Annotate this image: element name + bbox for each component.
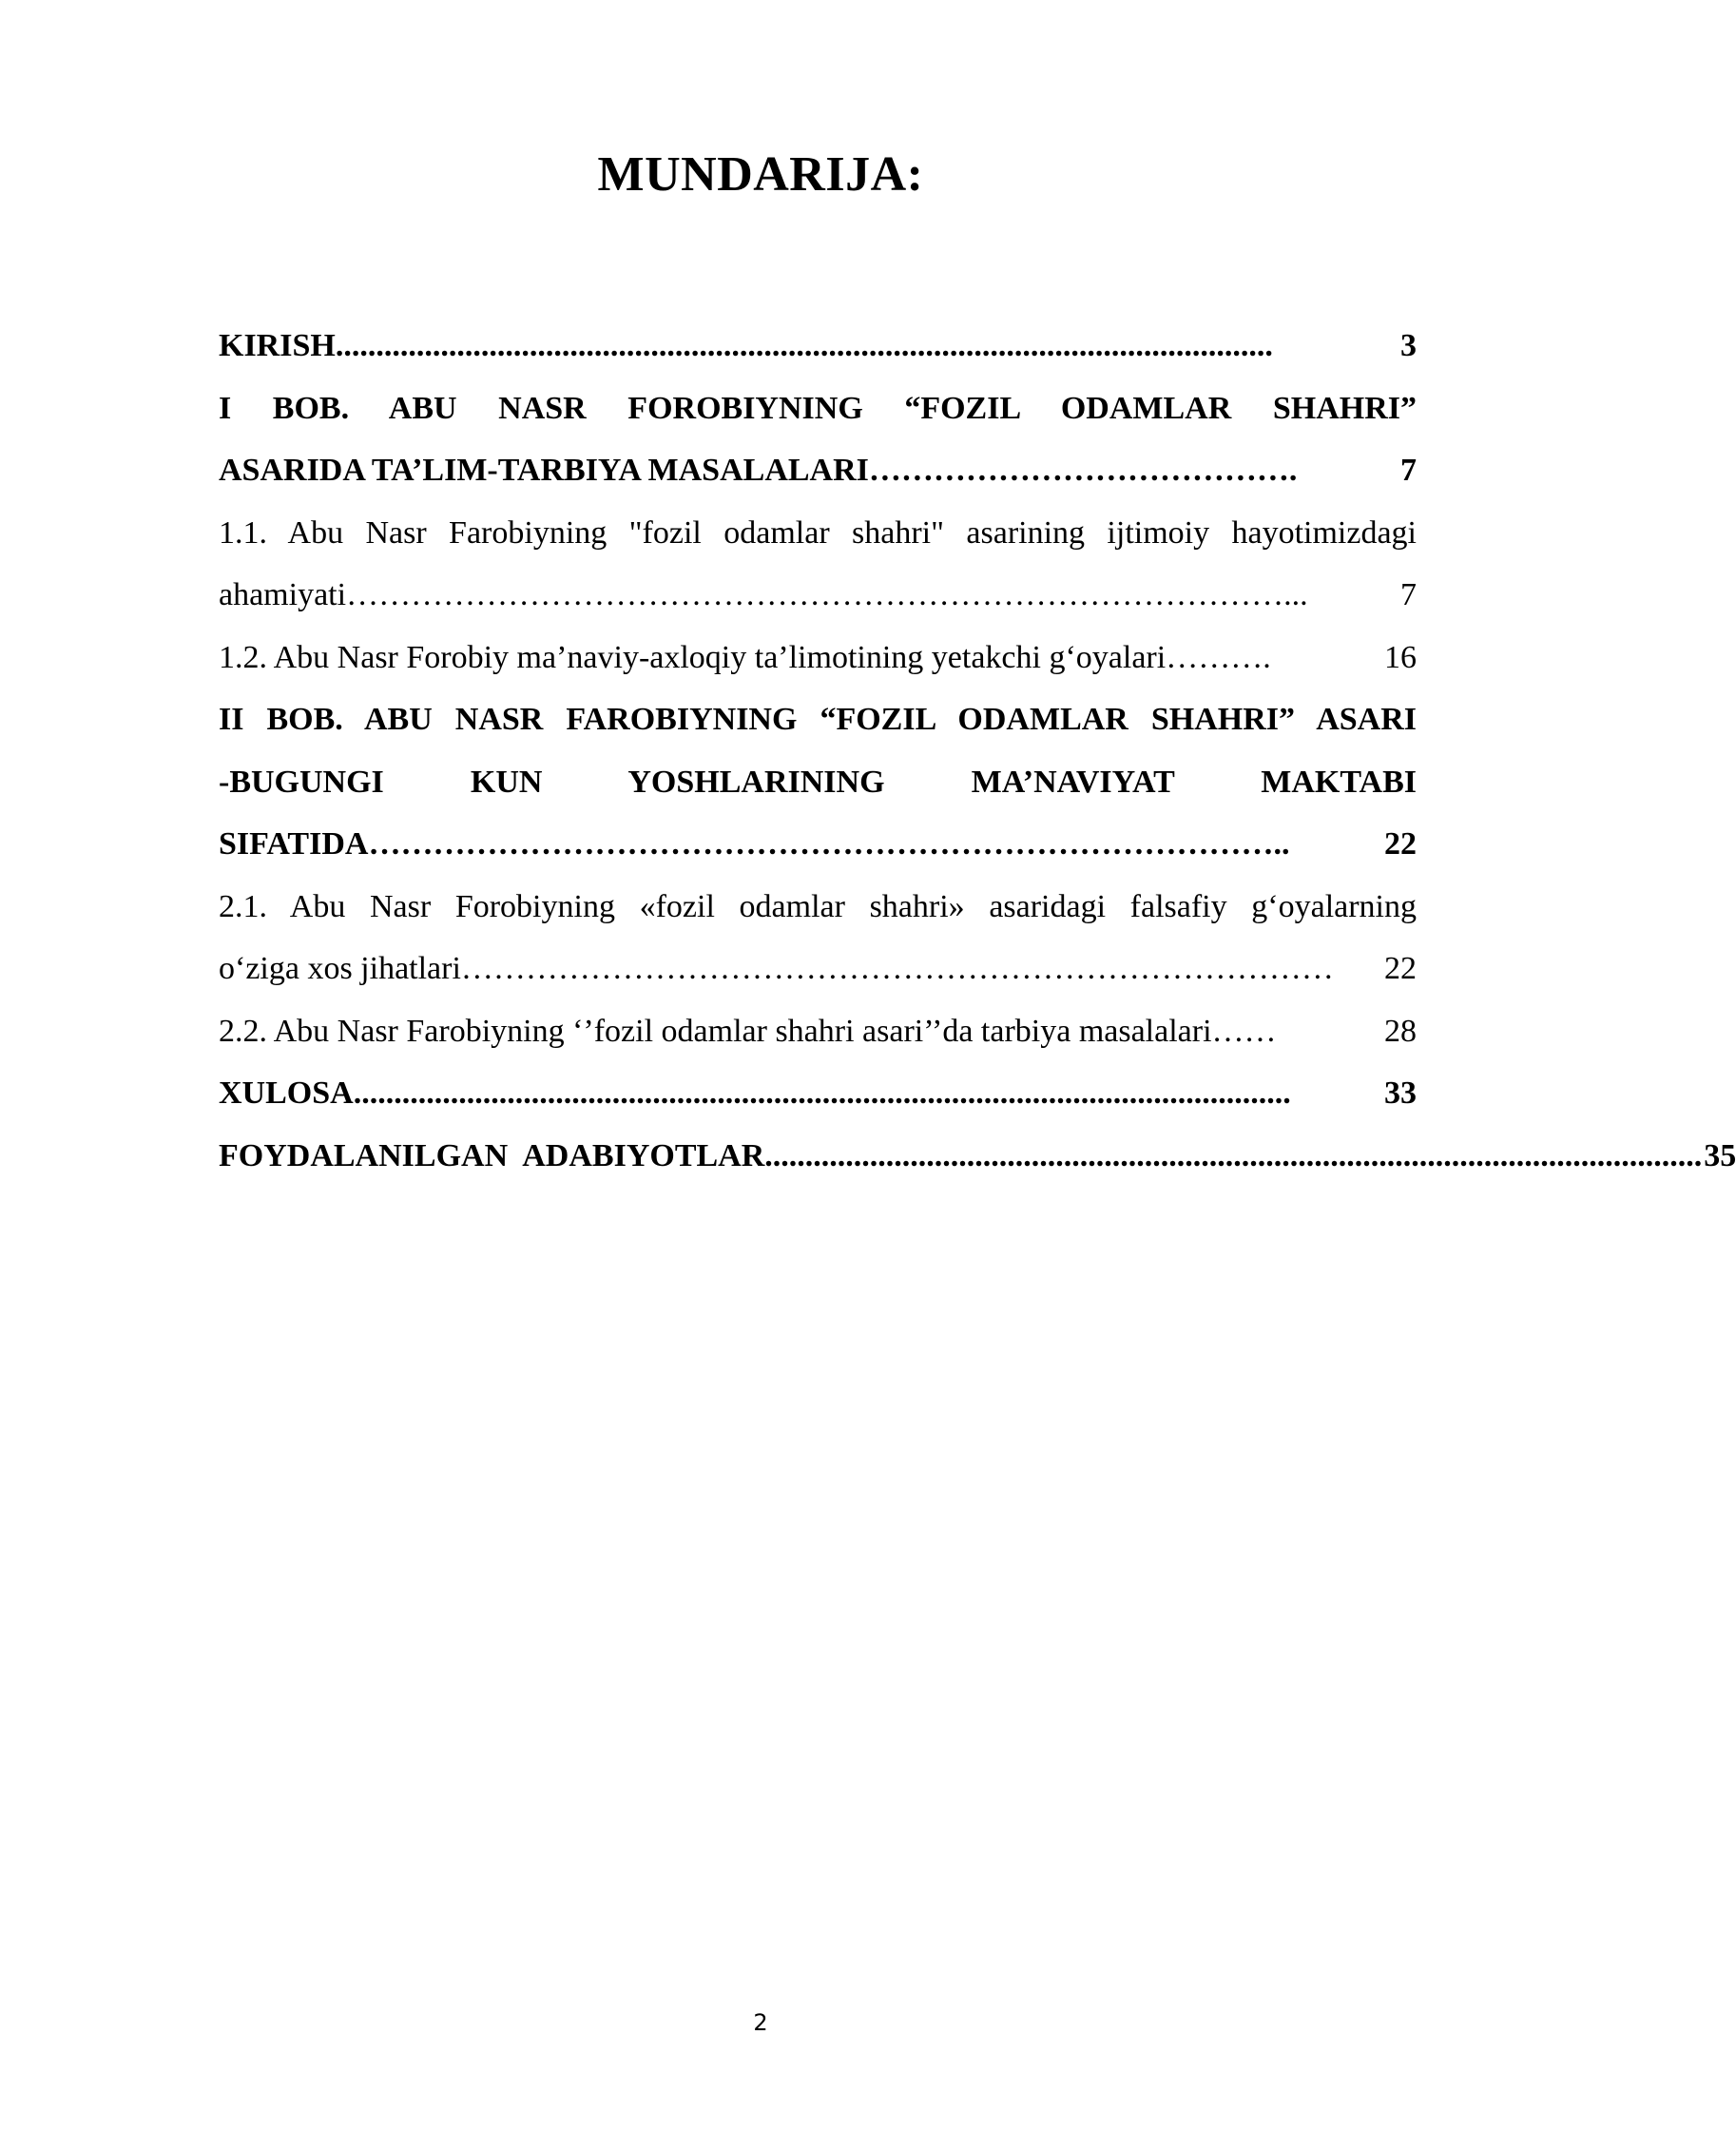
toc-page-number: 7 — [1400, 577, 1417, 612]
toc-entry-title: SIFATIDA — [219, 826, 369, 862]
toc-page-number: 33 — [1384, 1076, 1417, 1111]
toc-entry-title: 2.2. Abu Nasr Farobiyning ‘’fozil odamlar shahri asari’’da tarbiya masalalari — [219, 1013, 1212, 1049]
dot-leader: .................................................................................................................... — [353, 1076, 1291, 1111]
toc-entry-bob2-line2[interactable] — [219, 751, 1417, 814]
dot-leader: ……………………………………………………………………………... — [346, 577, 1308, 612]
dot-leader: ……………………………………………………………………… — [460, 951, 1334, 986]
dot-leader: .................................................................................................................... — [335, 328, 1273, 363]
toc-entry-1-2[interactable] — [219, 627, 1417, 689]
toc-entry-title: o‘ziga xos jihatlari — [219, 951, 461, 986]
toc-entry-title: FOYDALANILGAN ADABIYOTLAR — [219, 1137, 765, 1173]
toc-entry-title: XULOSA — [219, 1076, 354, 1111]
toc-entry-2-2[interactable] — [219, 1000, 1417, 1063]
toc-entry-bob1-line1[interactable] — [219, 378, 1417, 440]
toc-page-number: 3 — [1400, 328, 1417, 363]
toc-page-number: 16 — [1384, 639, 1417, 675]
toc-entry-2-1-line1[interactable] — [219, 876, 1417, 939]
toc-entry-bob2-line1[interactable] — [219, 688, 1417, 751]
toc-entry-xulosa[interactable] — [219, 1062, 1417, 1125]
toc-page-number: 22 — [1384, 826, 1417, 862]
toc-entry-1-1-line1[interactable] — [219, 502, 1417, 565]
toc-entry-title: ahamiyati — [219, 577, 347, 612]
toc-entry-title: -BUGUNGI KUN YOSHLARINING MA’NAVIYAT MAKTABI — [219, 764, 1417, 800]
toc-entry-adabiyotlar[interactable] — [219, 1125, 1736, 1188]
toc-entry-2-1-line2[interactable] — [219, 938, 1417, 1000]
dot-leader: ………. — [1166, 639, 1271, 675]
dot-leader: ………………………………………………………………………….. — [368, 826, 1290, 862]
table-of-contents — [219, 315, 1736, 1187]
toc-entry-title: I BOB. ABU NASR FOROBIYNING “FOZIL ODAMLAR SHAHRI” — [219, 390, 1417, 426]
toc-page-number: 35 — [1704, 1137, 1736, 1173]
toc-entry-title: ASARIDA TA’LIM-TARBIYA MASALALARI — [219, 453, 869, 488]
toc-page-number: 22 — [1384, 951, 1417, 986]
toc-entry-title: 2.1. Abu Nasr Forobiyning «fozil odamlar shahri» asaridagi falsafiy g‘oyalarning — [219, 888, 1417, 924]
toc-entry-title: II BOB. ABU NASR FAROBIYNING “FOZIL ODAMLAR SHAHRI” ASARI — [219, 702, 1417, 737]
toc-entry-kirish[interactable] — [219, 315, 1417, 378]
toc-entry-bob1-line2[interactable] — [219, 439, 1417, 502]
toc-entry-1-1-line2[interactable] — [219, 564, 1417, 627]
toc-entry-title: 1.2. Abu Nasr Forobiy ma’naviy-axloqiy ta’limotining yetakchi g‘oyalari — [219, 639, 1167, 675]
toc-page-number: 7 — [1400, 453, 1417, 488]
toc-entry-title: KIRISH — [219, 328, 336, 363]
toc-entry-bob2-line3[interactable] — [219, 813, 1417, 876]
dot-leader: …… — [1211, 1013, 1277, 1049]
dot-leader: .................................................................................................................... — [764, 1137, 1703, 1173]
page-number: 2 — [753, 2009, 768, 2036]
dot-leader: …………………………………. — [868, 453, 1298, 488]
toc-entry-title: 1.1. Abu Nasr Farobiyning "fozil odamlar shahri" asarining ijtimoiy hayotimizdagi — [219, 514, 1417, 551]
page-title: MUNDARIJA: — [597, 147, 924, 202]
toc-page-number: 28 — [1384, 1013, 1417, 1049]
